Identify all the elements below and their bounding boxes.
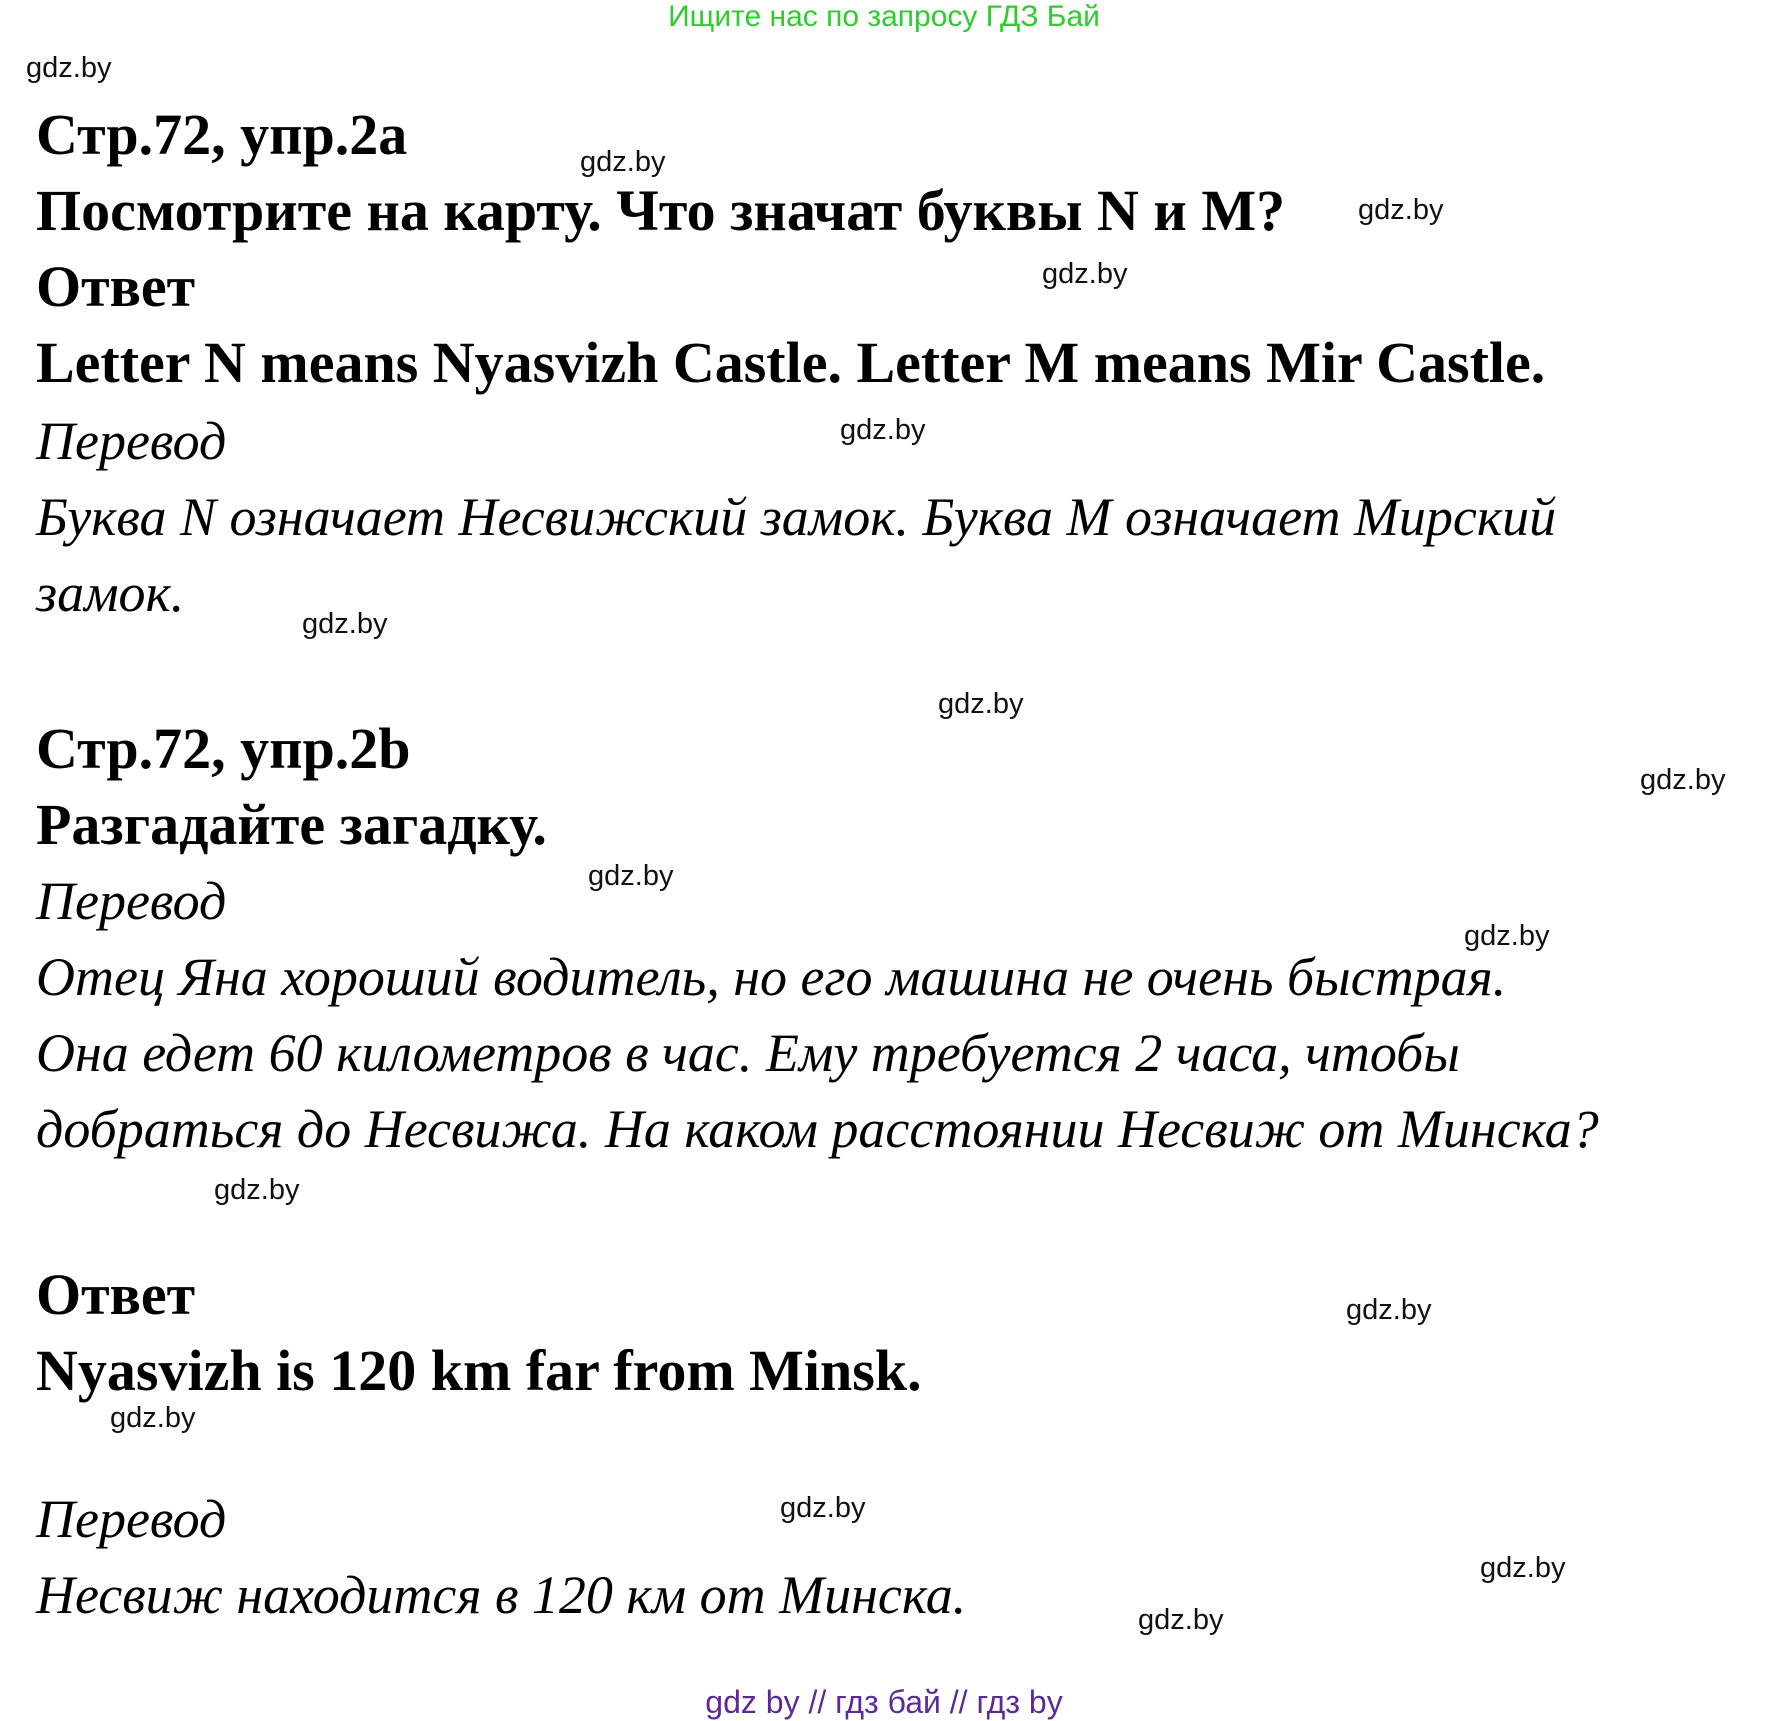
watermark: gdz.by bbox=[214, 1174, 300, 1206]
watermark: gdz.by bbox=[1480, 1552, 1566, 1584]
section-b-task: Разгадайте загадку. bbox=[36, 792, 547, 857]
watermark: gdz.by bbox=[1346, 1294, 1432, 1326]
section-b-answer: Nyasvizh is 120 km far from Minsk. bbox=[36, 1338, 922, 1403]
section-a-translation-line2: замок. bbox=[36, 563, 185, 623]
watermark: gdz.by bbox=[840, 414, 926, 446]
watermark: gdz.by bbox=[588, 860, 674, 892]
section-b-answer-label: Ответ bbox=[36, 1262, 196, 1327]
watermark: gdz.by bbox=[580, 146, 666, 178]
footer-links: gdz by // гдз бай // гдз by bbox=[705, 1684, 1063, 1720]
section-a-task: Посмотрите на карту. Что значат буквы N и M? bbox=[36, 178, 1286, 243]
section-b-riddle-line2: Она едет 60 километров в час. Ему требуется 2 часа, чтобы bbox=[36, 1023, 1460, 1083]
watermark: gdz.by bbox=[1042, 258, 1128, 290]
section-b-translation-label: Перевод bbox=[36, 871, 227, 931]
watermark: gdz.by bbox=[938, 688, 1024, 720]
search-banner: Ищите нас по запросу ГДЗ Бай bbox=[668, 0, 1100, 33]
section-a-translation-label: Перевод bbox=[36, 411, 227, 471]
watermark: gdz.by bbox=[302, 608, 388, 640]
watermark: gdz.by bbox=[110, 1402, 196, 1434]
section-a-translation-line1: Буква N означает Несвижский замок. Буква M означает Мирский bbox=[36, 487, 1557, 547]
section-b-answer-translation-label: Перевод bbox=[36, 1489, 227, 1549]
watermark: gdz.by bbox=[1358, 194, 1444, 226]
watermark: gdz.by bbox=[780, 1492, 866, 1524]
section-a-answer-label: Ответ bbox=[36, 254, 196, 319]
watermark: gdz.by bbox=[1138, 1604, 1224, 1636]
watermark: gdz.by bbox=[1640, 764, 1726, 796]
section-b-heading: Стр.72, упр.2b bbox=[36, 716, 411, 781]
section-b-answer-translation: Несвиж находится в 120 км от Минска. bbox=[36, 1565, 967, 1625]
section-b-riddle-line3: добраться до Несвижа. На каком расстоянии Несвиж от Минска? bbox=[36, 1099, 1599, 1159]
watermark: gdz.by bbox=[26, 52, 112, 84]
watermark: gdz.by bbox=[1464, 920, 1550, 952]
section-a-answer: Letter N means Nyasvizh Castle. Letter M means Mir Castle. bbox=[36, 330, 1546, 395]
section-b-riddle-line1: Отец Яна хороший водитель, но его машина не очень быстрая. bbox=[36, 947, 1507, 1007]
section-a-heading: Стр.72, упр.2a bbox=[36, 102, 408, 167]
